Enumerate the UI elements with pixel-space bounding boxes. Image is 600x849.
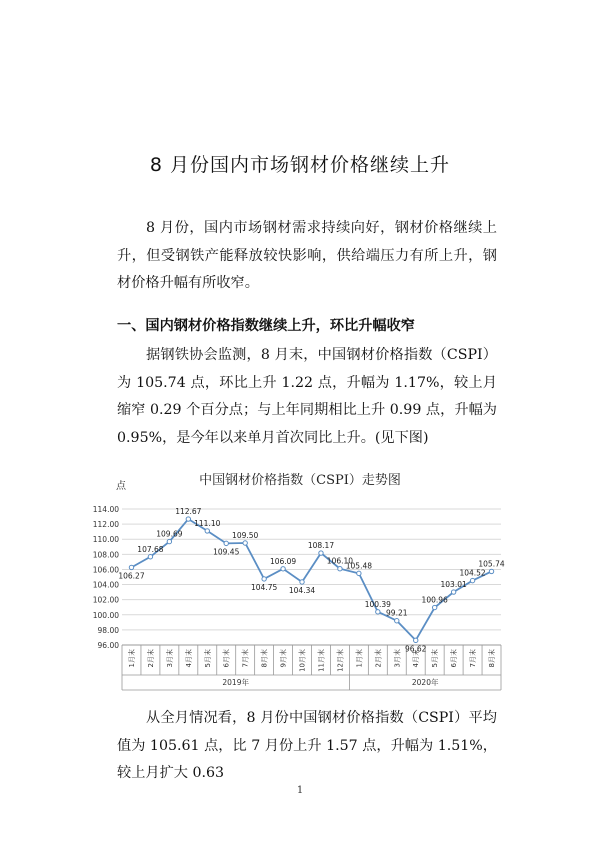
- y-tick-label: 104.00: [92, 580, 119, 590]
- data-label: 99.21: [386, 608, 408, 618]
- x-tick-label: 5月末: [431, 649, 440, 668]
- data-label: 106.09: [269, 556, 297, 566]
- x-group-label: 2019年: [222, 678, 249, 687]
- data-label: 96.62: [404, 644, 427, 654]
- x-tick-label: 1月末: [355, 649, 364, 668]
- data-point: [224, 541, 228, 545]
- x-tick-label: 5月末: [203, 649, 212, 668]
- data-label: 105.48: [345, 561, 372, 571]
- data-point: [357, 571, 361, 575]
- data-point: [262, 577, 266, 581]
- data-label: 105.74: [478, 559, 505, 569]
- x-tick-label: 8月末: [488, 649, 497, 668]
- x-tick-label: 3月末: [165, 649, 174, 668]
- page-number: 1: [296, 785, 304, 796]
- data-point: [243, 541, 247, 545]
- x-group-label: 2020年: [411, 678, 439, 687]
- chart-unit-label: 点: [116, 481, 126, 492]
- data-label: 108.17: [307, 541, 335, 551]
- data-label: 107.68: [137, 544, 164, 554]
- data-point: [148, 555, 152, 559]
- data-point: [129, 565, 133, 569]
- data-label: 109.50: [232, 531, 259, 540]
- y-tick-label: 98.00: [97, 625, 119, 635]
- y-tick-label: 96.00: [97, 641, 119, 650]
- data-point: [167, 539, 171, 543]
- x-tick-label: 7月末: [241, 649, 250, 668]
- data-point: [186, 517, 190, 521]
- x-tick-label: 12月末: [336, 649, 345, 672]
- x-tick-label: 2月末: [146, 649, 155, 668]
- data-label: 100.39: [364, 599, 391, 609]
- data-point: [395, 619, 399, 623]
- series-line: [132, 519, 492, 640]
- data-label: 104.52: [459, 568, 486, 578]
- data-label: 103.01: [440, 580, 467, 590]
- section-heading: 一、国内钢材价格指数继续上升，环比升幅收窄: [117, 318, 415, 334]
- data-point: [300, 580, 304, 584]
- intro-paragraph: 8 月份，国内市场钢材需求持续向好，钢材价格继续上升，但受钢铁产能释放较快影响，供给端压力有所上升，钢材价格升幅有所收窄。: [117, 220, 497, 291]
- y-tick-label: 102.00: [92, 595, 119, 605]
- x-tick-label: 10月末: [298, 649, 307, 672]
- x-tick-label: 2月末: [374, 649, 383, 668]
- data-label: 106.27: [118, 571, 145, 581]
- data-point: [470, 578, 474, 582]
- x-tick-label: 6月末: [222, 649, 231, 668]
- chart-title: 中国钢材价格指数（CSPI）走势图: [199, 473, 401, 488]
- data-label: 109.69: [156, 529, 183, 539]
- data-label: 104.75: [251, 582, 278, 592]
- y-tick-label: 112.00: [92, 520, 119, 530]
- x-tick-label: 8月末: [260, 649, 269, 668]
- data-label: 111.10: [194, 518, 221, 528]
- data-label: 100.96: [421, 595, 448, 605]
- data-point: [489, 569, 493, 573]
- data-point: [414, 638, 418, 642]
- data-label: 112.67: [175, 507, 202, 517]
- y-tick-label: 114.00: [92, 505, 119, 514]
- y-tick-label: 106.00: [92, 565, 119, 575]
- data-point: [451, 590, 455, 594]
- y-tick-label: 110.00: [92, 535, 119, 545]
- x-tick-label: 3月末: [393, 649, 402, 668]
- data-point: [432, 605, 436, 609]
- x-tick-label: 4月末: [184, 649, 193, 668]
- index-paragraph: 据钢铁协会监测，8 月末，中国钢材价格指数（CSPI）为 105.74 点，环比上升 1.22 点，升幅为 1.17%，较上月缩窄 0.29 个百分点；与上年同期相比上升 0.99 点，升幅为 0.95%，是今年以来单月首次同比上升。(见下图): [117, 347, 497, 446]
- x-tick-label: 11月末: [317, 649, 326, 672]
- data-label: 109.45: [213, 547, 240, 557]
- data-label: 106.10: [326, 556, 354, 566]
- x-tick-label: 9月末: [279, 649, 288, 668]
- x-tick-label: 7月末: [469, 649, 478, 668]
- x-tick-label: 1月末: [127, 649, 136, 668]
- x-tick-label: 6月末: [450, 649, 459, 668]
- document-title: 8 月份国内市场钢材价格继续上升: [149, 154, 451, 176]
- x-tick-label: 4月末: [412, 649, 421, 668]
- data-label: 104.34: [288, 585, 316, 595]
- data-point: [319, 551, 323, 555]
- y-tick-label: 100.00: [92, 610, 119, 620]
- data-point: [376, 610, 380, 614]
- monthly-average-paragraph: 从全月情况看，8 月份中国钢材价格指数（CSPI）平均值为 105.61 点，比 7 月份上升 1.57 点，升幅为 1.51%，较上月扩大 0.63: [117, 710, 497, 781]
- data-point: [281, 567, 285, 571]
- data-point: [205, 529, 209, 533]
- data-point: [338, 566, 342, 570]
- y-tick-label: 108.00: [92, 550, 119, 560]
